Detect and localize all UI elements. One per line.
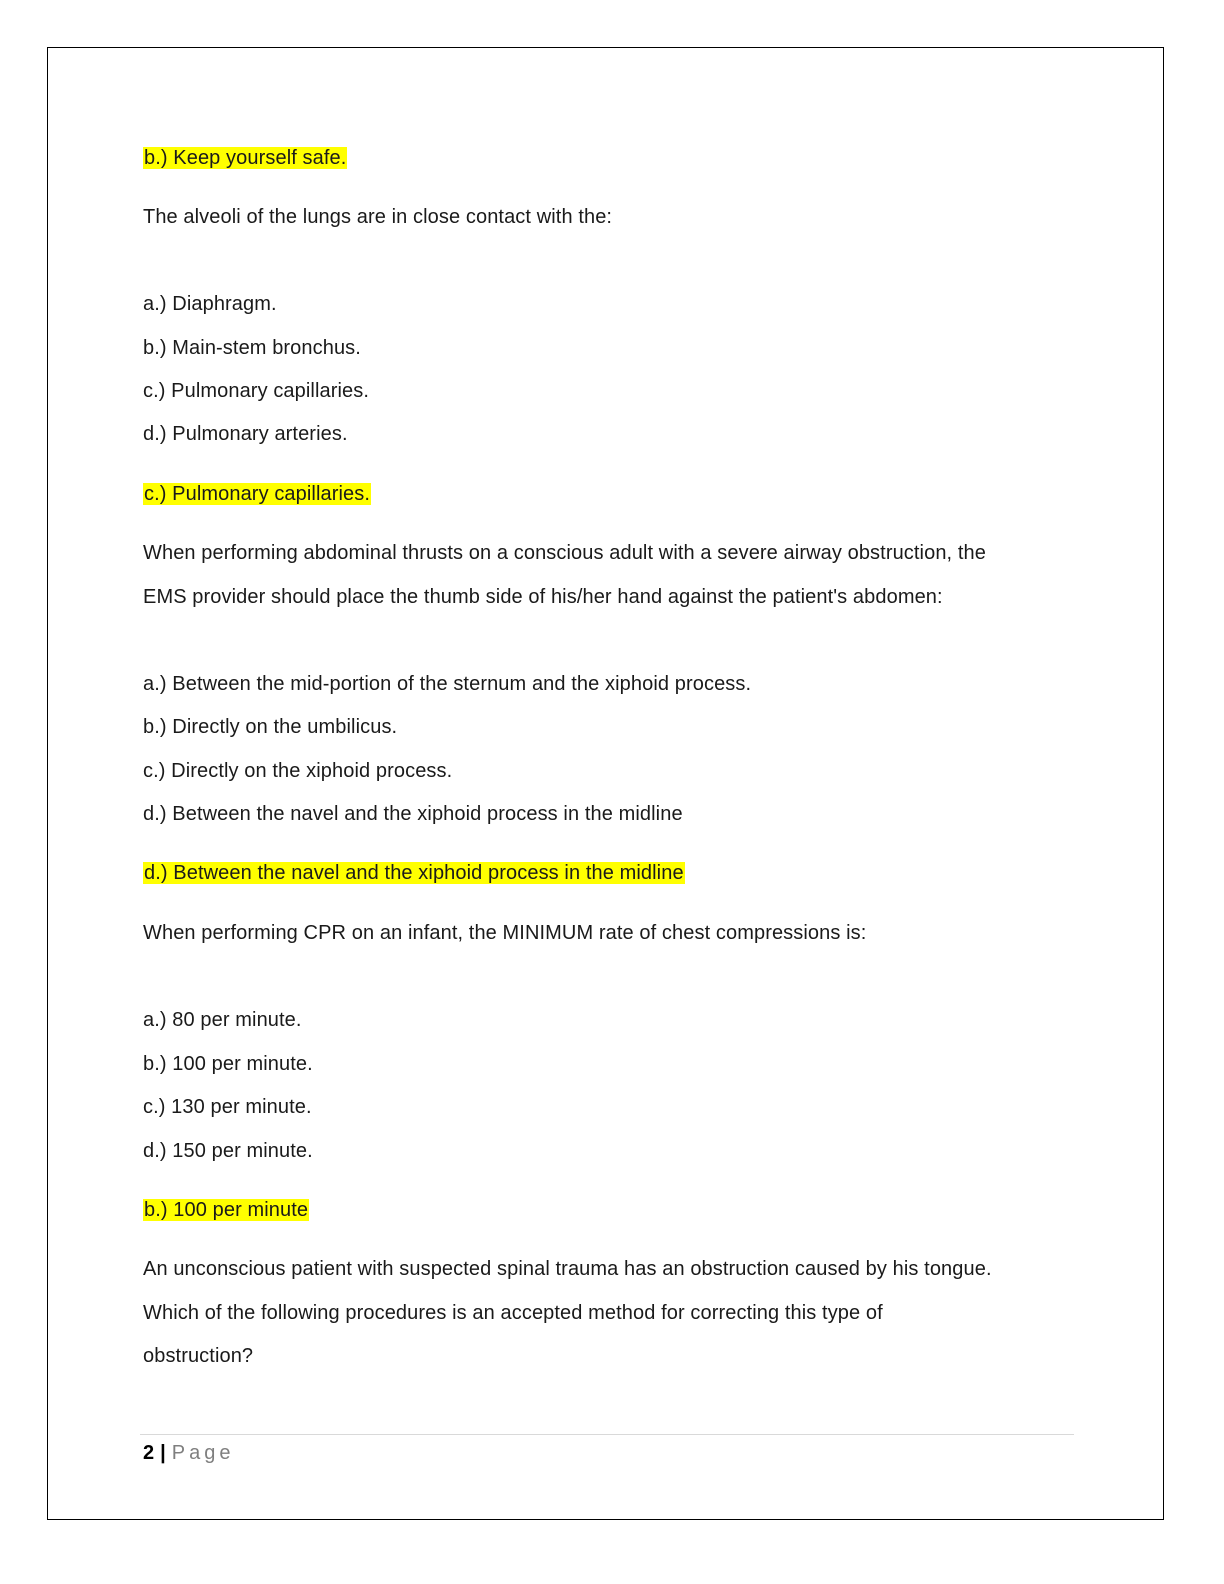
page-number: 2: [143, 1442, 155, 1464]
option-d: d.) Pulmonary arteries.: [143, 423, 348, 445]
option-c: c.) 130 per minute.: [143, 1096, 312, 1118]
question-text: The alveoli of the lungs are in close contact with the:: [143, 206, 613, 228]
answer-line: [143, 482, 371, 506]
question-text: Which of the following procedures is an accepted method for correcting this type of: [143, 1302, 883, 1324]
question-text: An unconscious patient with suspected spinal trauma has an obstruction caused by his tongue.: [143, 1258, 992, 1280]
page-label: Page: [171, 1442, 235, 1464]
page-footer: [143, 1441, 234, 1465]
option-a: a.) 80 per minute.: [143, 1009, 302, 1031]
answer-line: [143, 1198, 309, 1222]
option-b: b.) Directly on the umbilicus.: [143, 716, 398, 738]
answer-line: [143, 146, 347, 170]
highlighted-answer: c.) Pulmonary capillaries.: [144, 483, 371, 505]
question-text: When performing CPR on an infant, the MINIMUM rate of chest compressions is:: [143, 922, 867, 944]
footer-divider: [140, 1434, 1074, 1435]
option-d: d.) Between the navel and the xiphoid process in the midline: [143, 803, 683, 825]
option-a: a.) Between the mid-portion of the sternum and the xiphoid process.: [143, 673, 752, 695]
question-text: When performing abdominal thrusts on a conscious adult with a severe airway obstruction, the: [143, 542, 986, 564]
page-border: [47, 47, 1164, 1520]
option-a: a.) Diaphragm.: [143, 293, 277, 315]
option-b: b.) 100 per minute.: [143, 1053, 313, 1075]
footer-separator: |: [160, 1442, 166, 1464]
option-d: d.) 150 per minute.: [143, 1140, 313, 1162]
highlighted-answer: d.) Between the navel and the xiphoid process in the midline: [144, 862, 684, 884]
question-text: EMS provider should place the thumb side of his/her hand against the patient's abdomen:: [143, 586, 943, 608]
highlighted-answer: b.) Keep yourself safe.: [144, 147, 347, 169]
option-c: c.) Pulmonary capillaries.: [143, 380, 370, 402]
answer-line: [143, 861, 685, 885]
question-text: obstruction?: [143, 1345, 254, 1367]
highlighted-answer: b.) 100 per minute: [144, 1199, 309, 1221]
option-b: b.) Main-stem bronchus.: [143, 337, 361, 359]
option-c: c.) Directly on the xiphoid process.: [143, 760, 453, 782]
